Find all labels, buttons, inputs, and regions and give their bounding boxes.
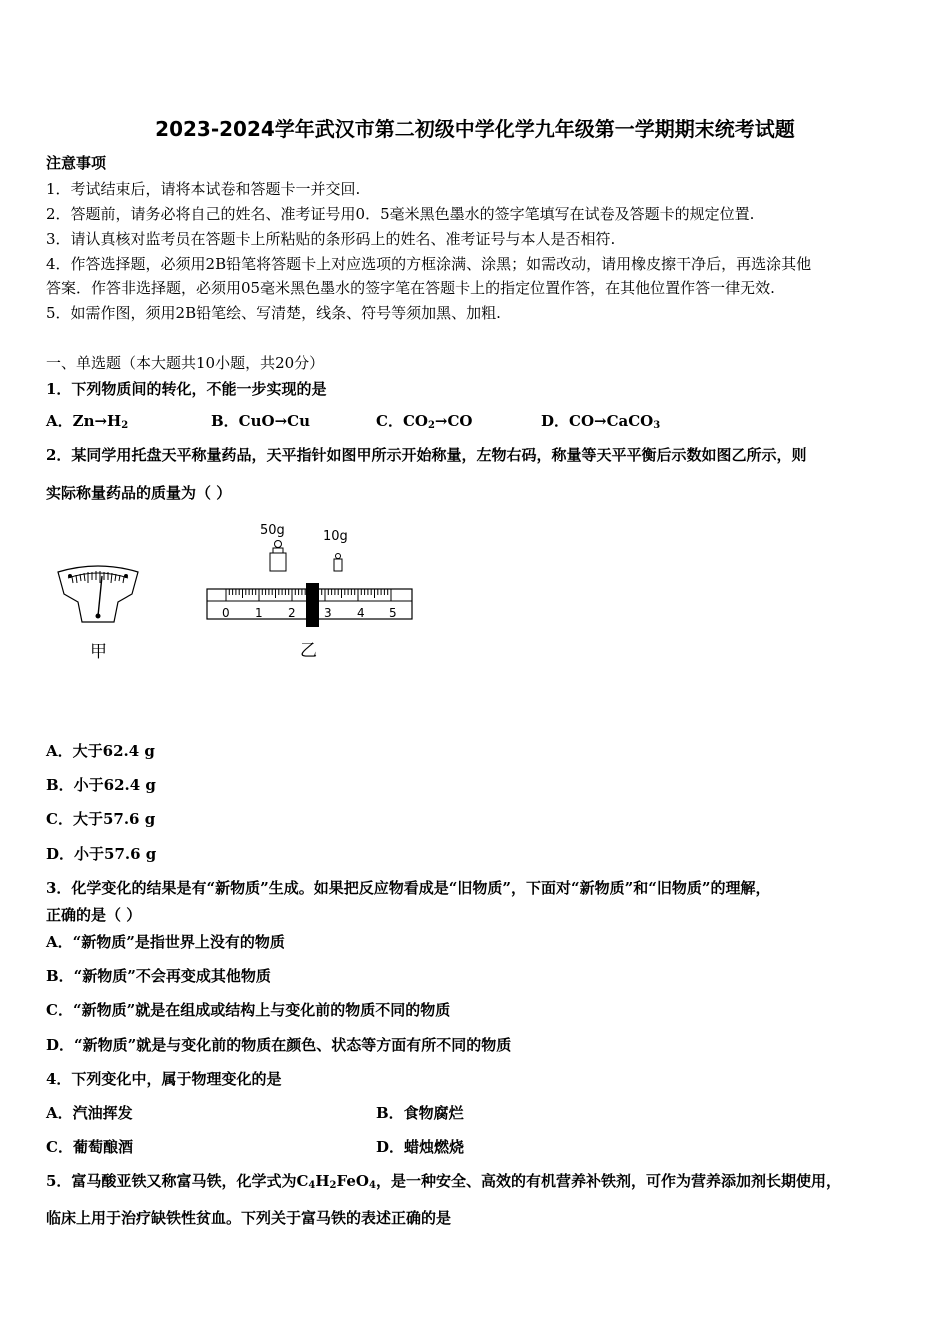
question-1-stem: 1．下列物质间的转化，不能一步实现的是 <box>46 380 327 398</box>
balance-pointer-figure <box>52 560 144 665</box>
notice-item: 答案．作答非选择题，必须用05毫米黑色墨水的签字笔在答题卡上的指定位置作答，在其他位置作答一律无效. <box>46 279 775 297</box>
notice-item: 3．请认真核对监考员在答题卡上所粘贴的条形码上的姓名、准考证号与本人是否相符. <box>46 230 616 248</box>
notice-item: 1．考试结束后，请将本试卷和答题卡一并交回. <box>46 180 361 198</box>
q1-option-c: C．$CO_2\to CO$ <box>376 412 473 431</box>
question-2-stem-cont: 实际称量药品的质量为（ ） <box>46 484 232 502</box>
weight-10g-icon <box>334 554 342 572</box>
q2-option-c: C．大于57.6 g <box>46 810 156 828</box>
section-heading: 一、单选题（本大题共10小题，共20分） <box>46 354 325 372</box>
balance-scale-figure <box>200 518 420 663</box>
figure-label-yi: 乙 <box>300 641 317 661</box>
weight-50g-icon <box>270 541 286 572</box>
figure-label-jia: 甲 <box>90 642 107 662</box>
tick-label: 2 <box>288 606 296 620</box>
question-5-stem: 5．富马酸亚铁又称富马铁，化学式为$C_4H_2FeO_4$，是一种安全、高效的有机营养补铁剂，可作为营养添加剂长期使用， <box>46 1172 841 1191</box>
question-2-stem: 2．某同学用托盘天平称量药品，天平指针如图甲所示开始称量，左物右码，称量等天平平衡后示数如图乙所示，则 <box>46 446 807 464</box>
notice-item: 4．作答选择题，必须用2B铅笔将答题卡上对应选项的方框涂满、涂黑；如需改动，请用橡皮擦干净后，再选涂其他 <box>46 255 812 273</box>
tick-label: 0 <box>222 606 230 620</box>
question-3-stem-cont: 正确的是（ ） <box>46 906 142 924</box>
q3-option-a: A．“新物质”是指世界上没有的物质 <box>46 933 285 951</box>
question-3-stem: 3．化学变化的结果是有“新物质”生成。如果把反应物看成是“旧物质”，下面对“新物质”和“旧物质”的理解， <box>46 879 771 897</box>
notice-heading: 注意事项 <box>46 154 107 172</box>
weight-50g-label: 50g <box>260 523 285 538</box>
q3-option-d: D．“新物质”就是与变化前的物质在颜色、状态等方面有所不同的物质 <box>46 1036 512 1054</box>
q3-option-c: C．“新物质”就是在组成或结构上与变化前的物质不同的物质 <box>46 1001 451 1019</box>
notice-item: 5．如需作图，须用2B铅笔绘、写清楚，线条、符号等须加黑、加粗. <box>46 304 501 322</box>
q4-option-c: C．葡萄酿酒 <box>46 1138 133 1156</box>
notice-item: 2．答题前，请务必将自己的姓名、准考证号用0．5毫米黑色墨水的签字笔填写在试卷及答题卡的规定位置. <box>46 205 755 223</box>
q2-option-d: D．小于57.6 g <box>46 845 157 863</box>
tick-label: 4 <box>357 606 365 620</box>
q4-option-a: A．汽油挥发 <box>46 1104 133 1122</box>
weight-10g-label: 10g <box>323 529 348 544</box>
tick-label: 3 <box>324 606 332 620</box>
q1-option-a: A．$Zn\to H_2$ <box>46 412 129 431</box>
q2-option-b: B．小于62.4 g <box>46 776 156 794</box>
q1-option-d: D．CO→CaCO$_3$ <box>541 412 661 431</box>
q4-option-b: B．食物腐烂 <box>376 1104 464 1122</box>
question-4-stem: 4．下列变化中，属于物理变化的是 <box>46 1070 282 1088</box>
q4-option-d: D．蜡烛燃烧 <box>376 1138 465 1156</box>
q3-option-b: B．“新物质”不会再变成其他物质 <box>46 967 271 985</box>
page-title: 2023-2024学年武汉市第二初级中学化学九年级第一学期期末统考试题 <box>155 117 795 141</box>
tick-label: 1 <box>255 606 263 620</box>
question-5-stem-cont: 临床上用于治疗缺铁性贫血。下列关于富马铁的表述正确的是 <box>46 1209 452 1227</box>
q1-option-b: B．CuO→Cu <box>211 412 311 430</box>
q2-option-a: A．大于62.4 g <box>46 742 155 760</box>
rider-icon <box>306 583 319 627</box>
tick-label: 5 <box>389 606 397 620</box>
